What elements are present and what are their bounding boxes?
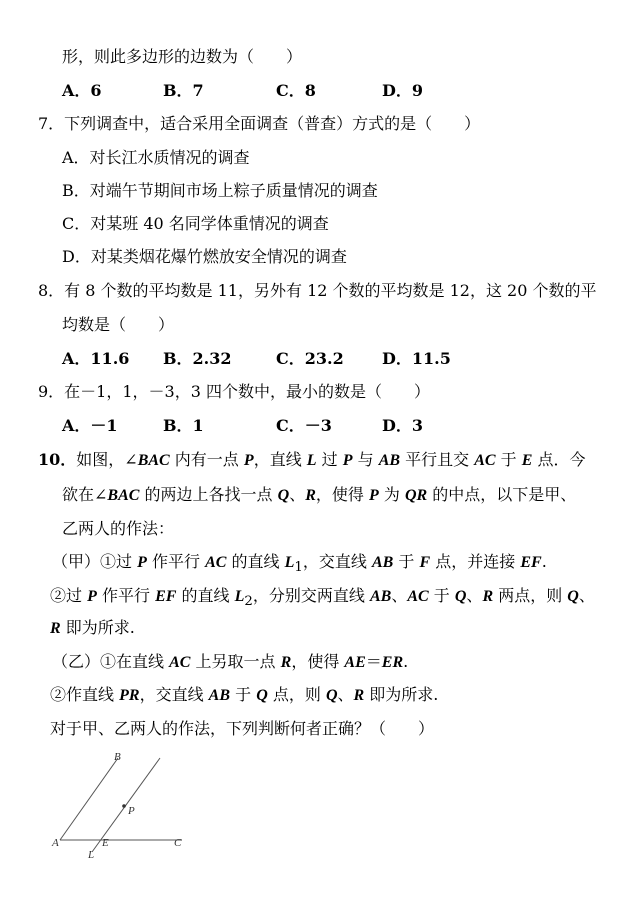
- q9-option-b: B．1: [163, 416, 204, 435]
- q10-final-question: 对于甲、乙两人的作法，下列判断何者正确？（ ）: [50, 719, 435, 738]
- q9-option-a: A．－1: [62, 416, 118, 435]
- geometry-figure: [50, 752, 190, 862]
- label-l: L: [88, 849, 95, 861]
- circled-one-icon: ①: [100, 652, 117, 671]
- q6-option-d: D．9: [382, 81, 424, 100]
- point-p: [122, 804, 126, 808]
- label-e: E: [102, 837, 109, 849]
- q10-stem-line1: 10．如图，∠BAC 内有一点 P，直线 L 过 P 与 AB 平行且交 AC 于 E 点．今: [38, 450, 586, 469]
- q9-option-c: C．－3: [276, 416, 332, 435]
- q6-option-a: A．6: [62, 81, 102, 100]
- q7-option-a: A．对长江水质情况的调查: [62, 148, 250, 167]
- label-b: B: [114, 752, 121, 763]
- q6-option-b: B．7: [163, 81, 204, 100]
- circled-two-icon: ②: [50, 586, 67, 605]
- q10-stem-line2: 欲在∠BAC 的两边上各找一点 Q、R，使得 P 为 QR 的中点，以下是甲、: [62, 485, 577, 504]
- label-c: C: [174, 837, 182, 849]
- q8-stem-line1: 8．有 8 个数的平均数是 11，另外有 12 个数的平均数是 12，这 20 个数的平: [38, 281, 597, 300]
- q8-option-c: C．23.2: [276, 349, 344, 368]
- q10-yi-step1: （乙）①在直线 AC 上另取一点 R，使得 AE＝ER.: [52, 652, 409, 671]
- q10-stem-line3: 乙两人的作法：: [62, 519, 175, 538]
- circled-two-icon: ②: [50, 685, 67, 704]
- q6-option-c: C．8: [276, 81, 316, 100]
- q8-option-d: D．11.5: [382, 349, 451, 368]
- q7-option-b: B．对端午节期间市场上粽子质量情况的调查: [62, 181, 378, 200]
- q9-option-d: D．3: [382, 416, 424, 435]
- q10-jia-step1: （甲）①过 P 作平行 AC 的直线 $L_1$，交直线 AB 于 F 点，并连接 EF.: [52, 552, 547, 576]
- q9-stem: 9．在－1，1，－3，3 四个数中，最小的数是（ ）: [38, 382, 430, 401]
- q6-stem-continuation: 形，则此多边形的边数为（ ）: [62, 47, 303, 66]
- q10-yi-step2: ②作直线 PR，交直线 AB 于 Q 点，则 Q、R 即为所求.: [50, 685, 439, 704]
- q8-stem-line2: 均数是（ ）: [62, 315, 175, 334]
- q7-option-c: C．对某班 40 名同学体重情况的调查: [62, 214, 329, 233]
- label-p: P: [128, 805, 135, 817]
- q7-option-d: D．对某类烟花爆竹燃放安全情况的调查: [62, 247, 347, 266]
- q10-jia-step2: ②过 P 作平行 EF 的直线 $L_2$，分别交两直线 AB、AC 于 Q、R 两点，则 Q、: [50, 586, 595, 610]
- label-a: A: [52, 837, 59, 849]
- q8-option-b: B．2.32: [163, 349, 232, 368]
- q10-jia-step2-cont: R 即为所求.: [50, 618, 135, 637]
- q7-stem: 7．下列调查中，适合采用全面调查（普查）方式的是（ ）: [38, 114, 481, 133]
- q8-option-a: A．11.6: [62, 349, 130, 368]
- circled-one-icon: ①: [100, 552, 117, 571]
